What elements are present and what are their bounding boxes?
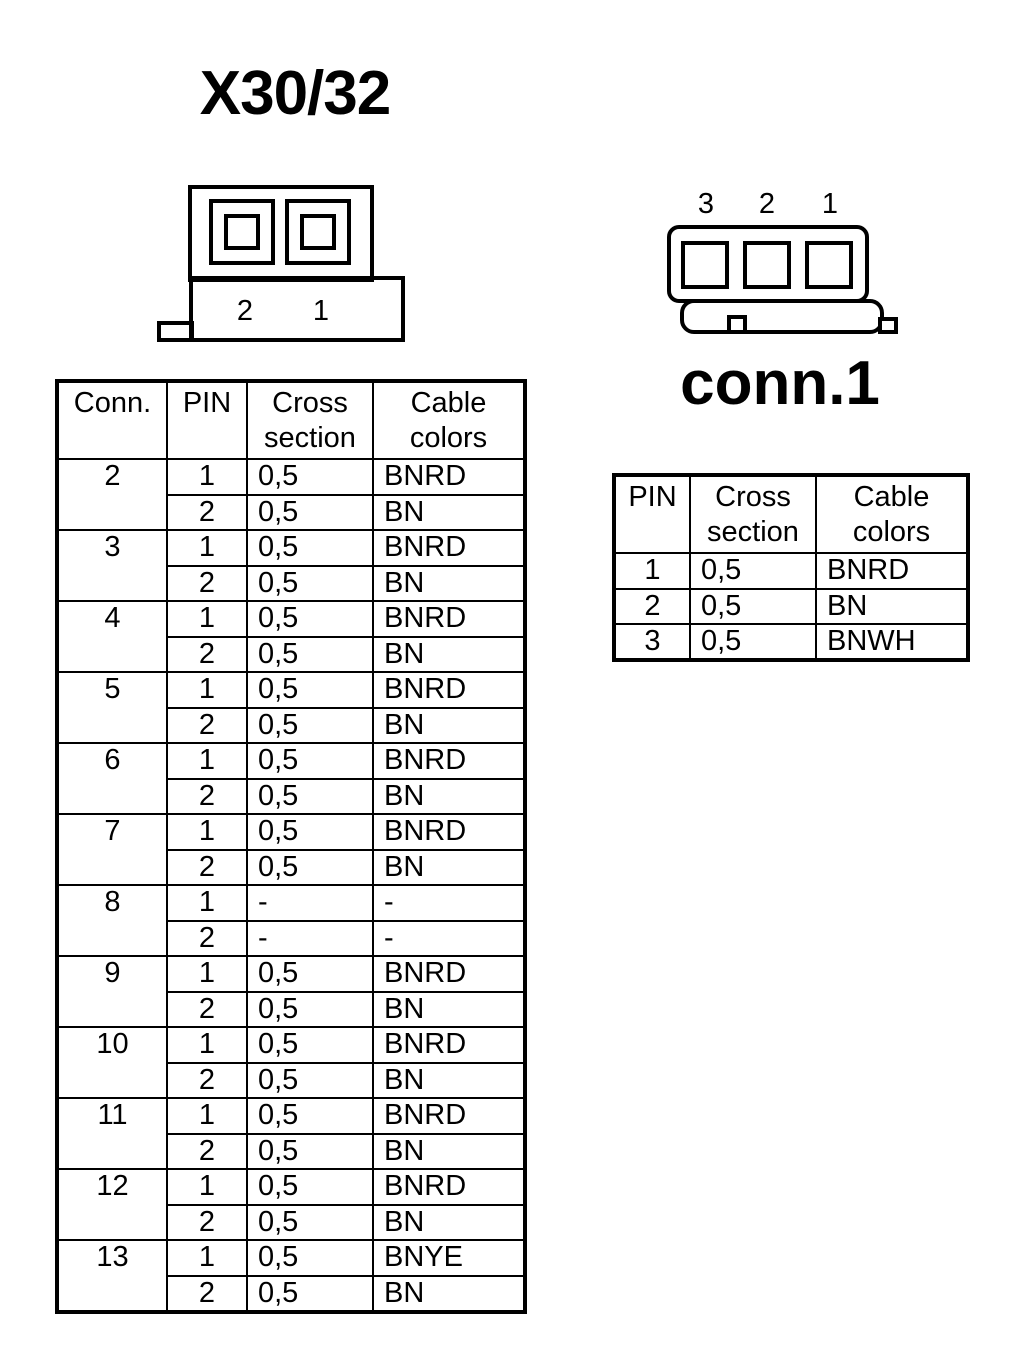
cable-color-cell: BN	[373, 779, 525, 815]
x30-pin1-socket-inner	[302, 216, 334, 248]
pin-cell: 3	[614, 624, 690, 660]
pin-cell: 1	[167, 814, 247, 850]
conn-number-cell: 13	[57, 1240, 167, 1312]
pin-cell: 2	[167, 779, 247, 815]
conn1-pin-label-3: 3	[697, 188, 715, 220]
cable-color-cell: -	[373, 885, 525, 921]
cross-section-cell: 0,5	[247, 1063, 373, 1099]
conn1-connector-housing	[669, 227, 867, 301]
conn1-pin3-socket	[683, 243, 727, 287]
cable-color-cell: BNRD	[373, 956, 525, 992]
table-row	[614, 589, 968, 625]
x30-connector-base	[191, 278, 403, 340]
pin-cell: 2	[167, 921, 247, 957]
pin-cell: 1	[167, 459, 247, 495]
conn-number-cell: 6	[57, 743, 167, 814]
x30-pin-label-1: 1	[312, 295, 330, 327]
x30-pin2-socket-inner	[226, 216, 258, 248]
table-row	[57, 1169, 525, 1205]
cross-section-cell: 0,5	[247, 637, 373, 673]
conn1-header-pin: PIN	[614, 475, 690, 553]
cross-section-cell: 0,5	[247, 1205, 373, 1241]
conn-number-cell: 8	[57, 885, 167, 956]
cable-color-cell: BNYE	[373, 1240, 525, 1276]
pin-cell: 2	[167, 1276, 247, 1312]
cable-color-cell: BN	[373, 637, 525, 673]
cable-color-cell: BNRD	[373, 814, 525, 850]
pin-cell: 2	[167, 1063, 247, 1099]
pin-cell: 1	[167, 1169, 247, 1205]
cross-section-cell: -	[247, 885, 373, 921]
cross-section-cell: 0,5	[247, 779, 373, 815]
pin-cell: 2	[614, 589, 690, 625]
cable-color-cell: BN	[373, 1276, 525, 1312]
cross-section-cell: 0,5	[247, 1276, 373, 1312]
table-row	[57, 1098, 525, 1134]
x30-connector-diagram	[150, 180, 420, 350]
cable-color-cell: BNRD	[816, 553, 968, 589]
cable-color-cell: BNRD	[373, 743, 525, 779]
cross-section-cell: 0,5	[247, 850, 373, 886]
conn1-title: conn.1	[680, 349, 880, 418]
cross-section-cell: 0,5	[247, 814, 373, 850]
conn1-header-cable-colors: Cable colors	[816, 475, 968, 553]
x30-pin2-socket-outer	[211, 201, 273, 263]
cross-section-cell: 0,5	[690, 589, 816, 625]
pin-cell: 1	[614, 553, 690, 589]
conn-number-cell: 10	[57, 1027, 167, 1098]
conn-number-cell: 7	[57, 814, 167, 885]
pin-cell: 2	[167, 495, 247, 531]
table-row	[57, 672, 525, 708]
pin-cell: 2	[167, 1134, 247, 1170]
pin-cell: 1	[167, 743, 247, 779]
cable-color-cell: BN	[373, 850, 525, 886]
x30-pin1-socket-outer	[287, 201, 349, 263]
cross-section-cell: 0,5	[247, 1027, 373, 1063]
conn-number-cell: 2	[57, 459, 167, 530]
cross-section-cell: 0,5	[247, 672, 373, 708]
pin-cell: 1	[167, 1098, 247, 1134]
cross-section-cell: 0,5	[247, 1098, 373, 1134]
cable-color-cell: BN	[373, 495, 525, 531]
x30-header-conn: Conn.	[57, 381, 167, 459]
cable-color-cell: BN	[373, 708, 525, 744]
cross-section-cell: 0,5	[247, 1169, 373, 1205]
cross-section-cell: 0,5	[247, 459, 373, 495]
conn-number-cell: 3	[57, 530, 167, 601]
pin-cell: 1	[167, 672, 247, 708]
conn-number-cell: 9	[57, 956, 167, 1027]
cross-section-cell: 0,5	[247, 743, 373, 779]
conn-number-cell: 5	[57, 672, 167, 743]
table-row	[57, 956, 525, 992]
cross-section-cell: 0,5	[247, 530, 373, 566]
pin-cell: 2	[167, 850, 247, 886]
pin-cell: 1	[167, 601, 247, 637]
cable-color-cell: BN	[373, 1063, 525, 1099]
x30-pin-label-2: 2	[236, 295, 254, 327]
x30-table-header-row	[57, 381, 525, 459]
x30-wiring-table	[55, 379, 527, 1314]
cross-section-cell: -	[247, 921, 373, 957]
pin-cell: 2	[167, 708, 247, 744]
cable-color-cell: BNRD	[373, 1027, 525, 1063]
conn-number-cell: 11	[57, 1098, 167, 1169]
cable-color-cell: BNRD	[373, 459, 525, 495]
pin-cell: 2	[167, 637, 247, 673]
cross-section-cell: 0,5	[247, 708, 373, 744]
cable-color-cell: BN	[816, 589, 968, 625]
table-row	[57, 459, 525, 495]
table-row	[614, 624, 968, 660]
x30-connector-latch	[159, 323, 192, 340]
conn-number-cell: 12	[57, 1169, 167, 1240]
table-row	[57, 601, 525, 637]
pin-cell: 1	[167, 956, 247, 992]
table-row	[57, 1027, 525, 1063]
conn1-connector-base	[682, 301, 882, 332]
pin-cell: 1	[167, 1240, 247, 1276]
cross-section-cell: 0,5	[247, 1134, 373, 1170]
cable-color-cell: BNRD	[373, 1098, 525, 1134]
x30-title: X30/32	[199, 59, 391, 128]
cross-section-cell: 0,5	[247, 601, 373, 637]
cross-section-cell: 0,5	[247, 1240, 373, 1276]
pin-cell: 2	[167, 992, 247, 1028]
conn1-pin2-socket	[745, 243, 789, 287]
cross-section-cell: 0,5	[690, 553, 816, 589]
pin-cell: 1	[167, 1027, 247, 1063]
pin-cell: 1	[167, 530, 247, 566]
cross-section-cell: 0,5	[247, 566, 373, 602]
conn1-pin-label-1: 1	[821, 188, 839, 220]
cable-color-cell: BNWH	[816, 624, 968, 660]
conn1-header-cross-section: Cross section	[690, 475, 816, 553]
cable-color-cell: BNRD	[373, 672, 525, 708]
x30-header-cross-section: Cross section	[247, 381, 373, 459]
pin-cell: 2	[167, 566, 247, 602]
cable-color-cell: BNRD	[373, 530, 525, 566]
cable-color-cell: BNRD	[373, 1169, 525, 1205]
conn1-connector-diagram	[650, 180, 910, 350]
cross-section-cell: 0,5	[247, 495, 373, 531]
table-row	[57, 743, 525, 779]
conn1-table-header-row	[614, 475, 968, 553]
cable-color-cell: BN	[373, 992, 525, 1028]
pin-cell: 1	[167, 885, 247, 921]
cross-section-cell: 0,5	[690, 624, 816, 660]
cable-color-cell: -	[373, 921, 525, 957]
conn1-connector-key	[729, 317, 745, 332]
cross-section-cell: 0,5	[247, 992, 373, 1028]
table-row	[57, 530, 525, 566]
cable-color-cell: BN	[373, 566, 525, 602]
table-row	[57, 885, 525, 921]
table-row	[614, 553, 968, 589]
x30-header-pin: PIN	[167, 381, 247, 459]
cable-color-cell: BNRD	[373, 601, 525, 637]
conn1-pin1-socket	[807, 243, 851, 287]
conn-number-cell: 4	[57, 601, 167, 672]
conn1-connector-tab	[880, 319, 896, 332]
table-row	[57, 1240, 525, 1276]
conn1-wiring-table	[612, 473, 970, 662]
conn1-pin-label-2: 2	[758, 188, 776, 220]
cable-color-cell: BN	[373, 1205, 525, 1241]
cross-section-cell: 0,5	[247, 956, 373, 992]
pin-cell: 2	[167, 1205, 247, 1241]
x30-header-cable-colors: Cable colors	[373, 381, 525, 459]
cable-color-cell: BN	[373, 1134, 525, 1170]
table-row	[57, 814, 525, 850]
